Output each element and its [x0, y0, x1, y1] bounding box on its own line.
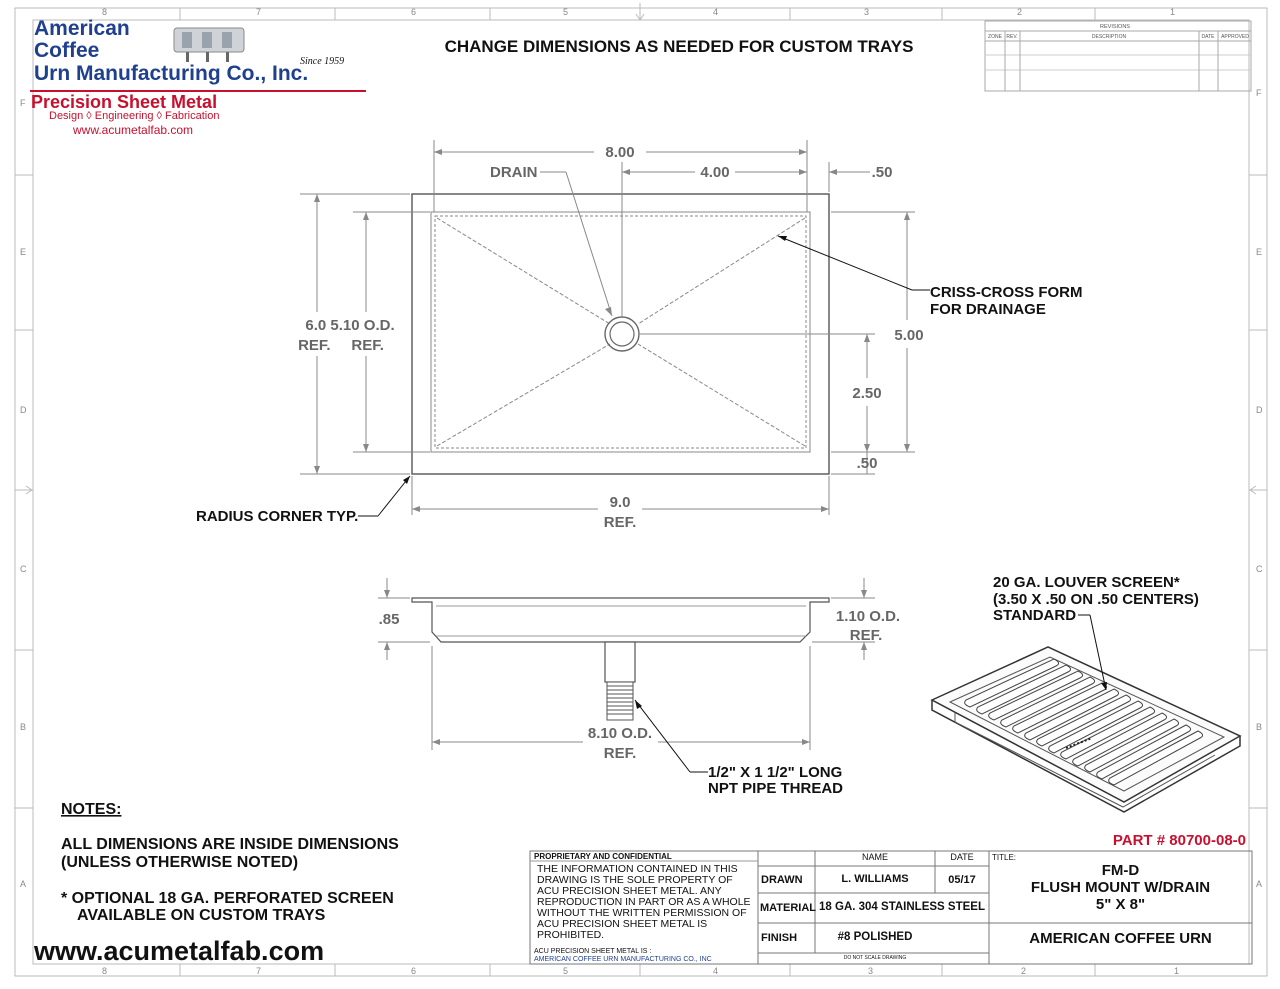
logo-since: Since 1959	[300, 56, 345, 67]
notes-line-3: * OPTIONAL 18 GA. PERFORATED SCREEN	[61, 890, 394, 907]
finish-label: FINISH	[761, 932, 798, 944]
revisions-col-description: DESCRIPTION	[1091, 34, 1127, 40]
notes-line-1: ALL DIMENSIONS ARE INSIDE DIMENSIONS	[61, 836, 399, 853]
thread-label-2: NPT PIPE THREAD	[708, 780, 844, 797]
logo-tagline: Precision Sheet Metal	[31, 92, 218, 112]
title-label: TITLE:	[992, 853, 1017, 862]
row-label-right: E	[1256, 247, 1263, 257]
footer-url: www.acumetalfab.com	[34, 936, 325, 966]
revisions-col-zone: ZONE	[988, 34, 1002, 40]
screen-label-2: (3.50 X .50 ON .50 CENTERS)	[993, 591, 1199, 608]
part-number: PART # 80700-08-0	[1112, 832, 1246, 849]
sheet-border-outer	[15, 8, 1267, 976]
finish-value: #8 POLISHED	[837, 931, 913, 943]
notes-line-2: (UNLESS OTHERWISE NOTED)	[61, 854, 299, 871]
notes	[61, 801, 399, 924]
col-label-bottom: 6	[411, 966, 417, 976]
material-value: 18 GA. 304 STAINLESS STEEL	[819, 901, 985, 913]
dim-od-length-ref: REF.	[603, 745, 637, 762]
coffee-urn-icon	[172, 24, 246, 64]
center-mark-left	[15, 486, 32, 494]
criss-cross-line	[437, 344, 610, 446]
col-label-top: 6	[411, 7, 417, 17]
notes-line-4: AVAILABLE ON CUSTOM TRAYS	[77, 907, 326, 924]
criss-cross-line	[638, 344, 805, 446]
logo-line-3: Urn Manufacturing Co., Inc.	[34, 62, 309, 85]
dim-half-width: 4.00	[700, 164, 730, 181]
row-label-right: A	[1256, 879, 1263, 889]
col-label-bottom: 5	[563, 966, 569, 976]
col-label-bottom: 2	[1021, 966, 1027, 976]
title-line-2: FLUSH MOUNT W/DRAIN	[1030, 879, 1211, 896]
center-mark-top	[636, 3, 644, 20]
screen-label-3: STANDARD	[993, 607, 1077, 624]
row-label-left: D	[20, 405, 27, 415]
company-logo	[34, 18, 370, 90]
dim-half-height: 2.50	[852, 385, 882, 402]
col-label-bottom: 8	[102, 966, 108, 976]
tray-side-profile	[412, 598, 829, 642]
row-label-right: C	[1256, 564, 1263, 574]
col-label-bottom: 4	[713, 966, 719, 976]
drawn-date: 05/17	[948, 874, 976, 886]
side-view	[378, 578, 900, 797]
iso-view	[932, 574, 1240, 812]
center-mark-right	[1250, 486, 1267, 494]
dim-overall-width: 9.0	[609, 494, 631, 511]
revisions-title: REVISIONS	[1100, 24, 1130, 30]
dim-depth: .85	[378, 611, 400, 628]
screen-label-1: 20 GA. LOUVER SCREEN*	[993, 574, 1180, 591]
dim-od-height: 6.0 5.10 O.D.	[305, 317, 395, 334]
criss-cross-line	[437, 218, 610, 324]
revisions-col-approved: APPROVED	[1221, 34, 1249, 40]
dim-overall-depth: 1.10 O.D.	[835, 608, 901, 625]
thread-label-1: 1/2" X 1 1/2" LONG	[708, 764, 843, 781]
logo-services: Design ◊ Engineering ◊ Fabrication	[49, 110, 220, 122]
drain-hole-inner	[610, 322, 634, 346]
proprietary-text: THE INFORMATION CONTAINED IN THIS DRAWING IS THE SOLE PROPERTY OF ACU PRECISION SHEET METAL. ANY REPRODUCTION IN PART OR AS A WHOLE WITHOUT THE WRITTEN PERMISSION OF ACU PRECISION SHEET METAL IS PROHIBITED.	[537, 863, 751, 941]
dim-width: 8.00	[605, 144, 635, 161]
col-label-top: 2	[1017, 7, 1023, 17]
notes-title: NOTES:	[61, 801, 122, 818]
revisions-col-rev: REV.	[1006, 34, 1018, 40]
acu-line-1: ACU PRECISION SHEET METAL IS :	[534, 948, 652, 955]
acu-line-2: AMERICAN COFFEE URN MANUFACTURING CO., INC	[534, 956, 712, 963]
col-label-top: 8	[102, 7, 108, 17]
dim-od-length: 8.10 O.D.	[587, 725, 653, 742]
drawn-name: L. WILLIAMS	[841, 873, 909, 885]
name-header: NAME	[861, 852, 888, 862]
row-label-right: D	[1256, 405, 1263, 415]
title-line-1: FM-D	[1101, 862, 1140, 879]
row-label-left: F	[20, 98, 26, 108]
iso-tray-flange	[932, 647, 1240, 802]
col-label-top: 4	[713, 7, 719, 17]
col-label-bottom: 1	[1174, 966, 1180, 976]
revisions-col-date: DATE	[1201, 34, 1215, 40]
logo-line-2: Coffee	[34, 39, 100, 62]
dim-flange: .50	[871, 164, 893, 181]
logo-line-1: American	[34, 17, 130, 40]
row-label-left: B	[20, 722, 27, 732]
dim-overall-width-ref: REF.	[603, 514, 637, 531]
row-label-left: A	[20, 879, 27, 889]
criss-cross-label-1: CRISS-CROSS FORM	[930, 284, 1083, 301]
col-label-bottom: 7	[256, 966, 262, 976]
dim-od-height-ref: REF. REF.	[298, 337, 384, 354]
drain-label: DRAIN	[490, 164, 538, 181]
title-line-3: 5" X 8"	[1095, 896, 1146, 913]
col-label-top: 5	[563, 7, 569, 17]
pipe-thread	[607, 682, 633, 720]
revisions-table	[985, 21, 1251, 91]
col-label-top: 1	[1170, 7, 1176, 17]
col-label-bottom: 3	[868, 966, 874, 976]
header-title: CHANGE DIMENSIONS AS NEEDED FOR CUSTOM TRAYS	[444, 37, 914, 56]
radius-corner-label: RADIUS CORNER TYP.	[196, 508, 359, 525]
row-label-left: C	[20, 564, 27, 574]
logo-url: www.acumetalfab.com	[73, 123, 194, 137]
company-name: AMERICAN COFFEE URN	[1029, 930, 1212, 947]
tray-inner-outline	[431, 212, 810, 452]
row-label-left: E	[20, 247, 27, 257]
dim-overall-depth-ref: REF.	[849, 627, 883, 644]
col-label-top: 3	[864, 7, 870, 17]
dim-bottom-flange: .50	[856, 455, 878, 472]
drain-fitting	[605, 642, 635, 682]
criss-cross-label-2: FOR DRAINAGE	[930, 301, 1046, 318]
do-not-scale: DO NOT SCALE DRAWING	[843, 955, 907, 961]
proprietary-title: PROPRIETARY AND CONFIDENTIAL	[534, 852, 672, 861]
top-view	[196, 140, 1083, 531]
date-header: DATE	[950, 852, 974, 862]
dim-height: 5.00	[894, 327, 924, 344]
row-label-right: F	[1256, 88, 1262, 98]
row-label-right: B	[1256, 722, 1263, 732]
material-label: MATERIAL	[760, 902, 817, 914]
criss-cross-line	[638, 218, 805, 324]
col-label-top: 7	[256, 7, 262, 17]
drawn-label: DRAWN	[761, 874, 803, 886]
sheet-border-inner	[33, 17, 1249, 964]
